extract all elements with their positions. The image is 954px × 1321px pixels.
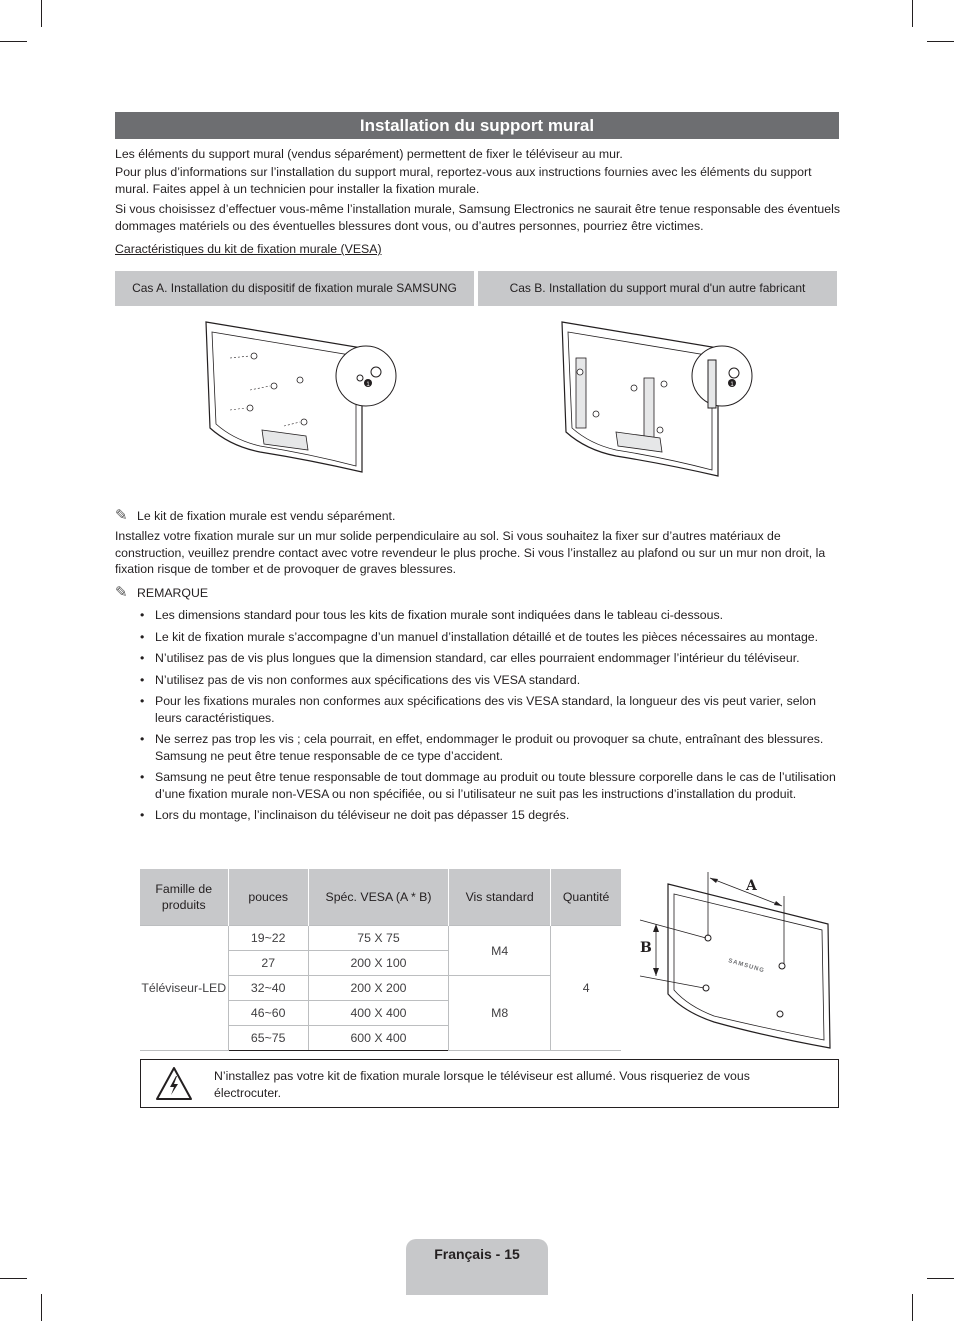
- remark: [115, 585, 208, 602]
- table-header: Famille de produits: [140, 869, 228, 926]
- crop-mark: [912, 0, 913, 27]
- table-cell: 32~40: [228, 976, 308, 1001]
- pencil-icon: ✎: [115, 584, 128, 601]
- list-item: • Lors du montage, l’inclinaison du téléviseur ne doit pas dépasser 15 degrés.: [140, 807, 840, 824]
- table-header: Spéc. VESA (A * B): [308, 869, 448, 926]
- warning-box: [140, 1059, 839, 1108]
- table-cell: 19~22: [228, 926, 308, 951]
- intro-paragraph-2: Pour plus d’informations sur l’installation du support mural, reportez-vous aux instructions fournies avec les éléments du support mural. Faites appel à un technicien pour installer la fixation murale.: [115, 165, 812, 196]
- remark-label: REMARQUE: [137, 586, 209, 600]
- table-cell: 46~60: [228, 1001, 308, 1026]
- tv-back-vesa-dimension-illustration: [634, 866, 834, 1052]
- page-footer: [406, 1239, 548, 1295]
- other-wall-mount-illustration: [556, 318, 786, 483]
- crop-mark: [927, 41, 954, 42]
- table-header: Quantité: [551, 869, 621, 926]
- crop-mark: [0, 1278, 27, 1279]
- callout-number: 1: [730, 382, 734, 388]
- electric-shock-warning-icon: [155, 1066, 193, 1102]
- table-cell-screw: M4: [449, 926, 551, 976]
- section-title: Installation du support mural: [115, 112, 839, 139]
- vesa-spec-table: [140, 869, 621, 1051]
- intro-paragraph-3: Si vous choisissez d’effectuer vous-même l’installation murale, Samsung Electronics ne saurait être tenue responsable des éventuels dommages matériels ou des éventuelles blessures dont vous, ou d’autres personnes, pourriez être victimes.: [115, 202, 840, 233]
- list-item: • N’utilisez pas de vis plus longues que la dimension standard, car elles pourraient endommager l’intérieur du téléviseur.: [140, 650, 840, 667]
- crop-mark: [41, 0, 42, 27]
- dimension-label-b: B: [640, 940, 652, 956]
- list-item: • N’utilisez pas de vis non conformes aux spécifications des vis VESA standard.: [140, 672, 840, 689]
- note-kit-text: Le kit de fixation murale est vendu séparément.: [137, 509, 396, 523]
- callout-number: 1: [366, 382, 370, 388]
- install-text: Installez votre fixation murale sur un mur solide perpendiculaire au sol. Si vous souhaitez la fixer sur d’autres matériaux de construction, veuillez prendre contact avec votre revendeur le plus proche. Si vous l’installez au plafond ou sur un mur non droit, la fixation risque de tomber et de provoquer de graves blessures.: [115, 529, 826, 576]
- warning-text: N’installez pas votre kit de fixation murale lorsque le téléviseur est allumé. Vous risqueriez de vous électrocuter.: [214, 1069, 750, 1100]
- list-item: • Les dimensions standard pour tous les kits de fixation murale sont indiquées dans le tableau ci-dessous.: [140, 607, 840, 624]
- table-cell-screw: M8: [449, 976, 551, 1051]
- table-cell-quantity: 4: [551, 926, 621, 1051]
- samsung-wall-mount-illustration: [200, 318, 400, 478]
- table-header: pouces: [228, 869, 308, 926]
- list-item: • Pour les fixations murales non conformes aux spécifications des vis VESA standard, la longueur des vis peut varier, selon leurs caractéristiques.: [140, 693, 840, 726]
- table-cell: 600 X 400: [308, 1026, 448, 1051]
- note-kit: [115, 508, 395, 525]
- list-item: • Samsung ne peut être tenue responsable de tout dommage au produit ou toute blessure corporelle dans le cas de l’utilisation d’une fixation murale non-VESA ou non spécifiée, ou si l’utilisateur ne suit pas les instructions d’installation du produit.: [140, 769, 840, 802]
- table-cell: 400 X 400: [308, 1001, 448, 1026]
- table-cell: 65~75: [228, 1026, 308, 1051]
- samsung-logo: SAMSUNG: [727, 958, 766, 975]
- intro-paragraph-1: Les éléments du support mural (vendus séparément) permettent de fixer le téléviseur au mur.: [115, 147, 623, 161]
- table-row: [140, 926, 621, 951]
- table-cell: 27: [228, 951, 308, 976]
- crop-mark: [912, 1294, 913, 1321]
- table-cell-family: Téléviseur-LED: [140, 926, 228, 1051]
- dimension-label-a: A: [746, 878, 757, 894]
- table-header: Vis standard: [449, 869, 551, 926]
- case-b-label: Cas B. Installation du support mural d'un autre fabricant: [478, 271, 837, 306]
- page-number-label: Français - 15: [434, 1246, 520, 1262]
- table-cell: 75 X 75: [308, 926, 448, 951]
- table-cell: 200 X 200: [308, 976, 448, 1001]
- vesa-heading: Caractéristiques du kit de fixation murale (VESA): [115, 242, 382, 256]
- pencil-icon: ✎: [115, 507, 128, 524]
- case-a-label: Cas A. Installation du dispositif de fixation murale SAMSUNG: [115, 271, 474, 306]
- remark-list: [140, 607, 840, 829]
- crop-mark: [0, 41, 27, 42]
- list-item: • Ne serrez pas trop les vis ; cela pourrait, en effet, endommager le produit ou provoquer sa chute, entraînant des blessures. Samsung ne peut être tenue responsable de ce type d’accident.: [140, 731, 840, 764]
- crop-mark: [927, 1278, 954, 1279]
- table-cell: 200 X 100: [308, 951, 448, 976]
- table-header-row: [140, 869, 621, 926]
- crop-mark: [41, 1294, 42, 1321]
- list-item: • Le kit de fixation murale s’accompagne d’un manuel d’installation détaillé et de toutes les pièces nécessaires au montage.: [140, 629, 840, 646]
